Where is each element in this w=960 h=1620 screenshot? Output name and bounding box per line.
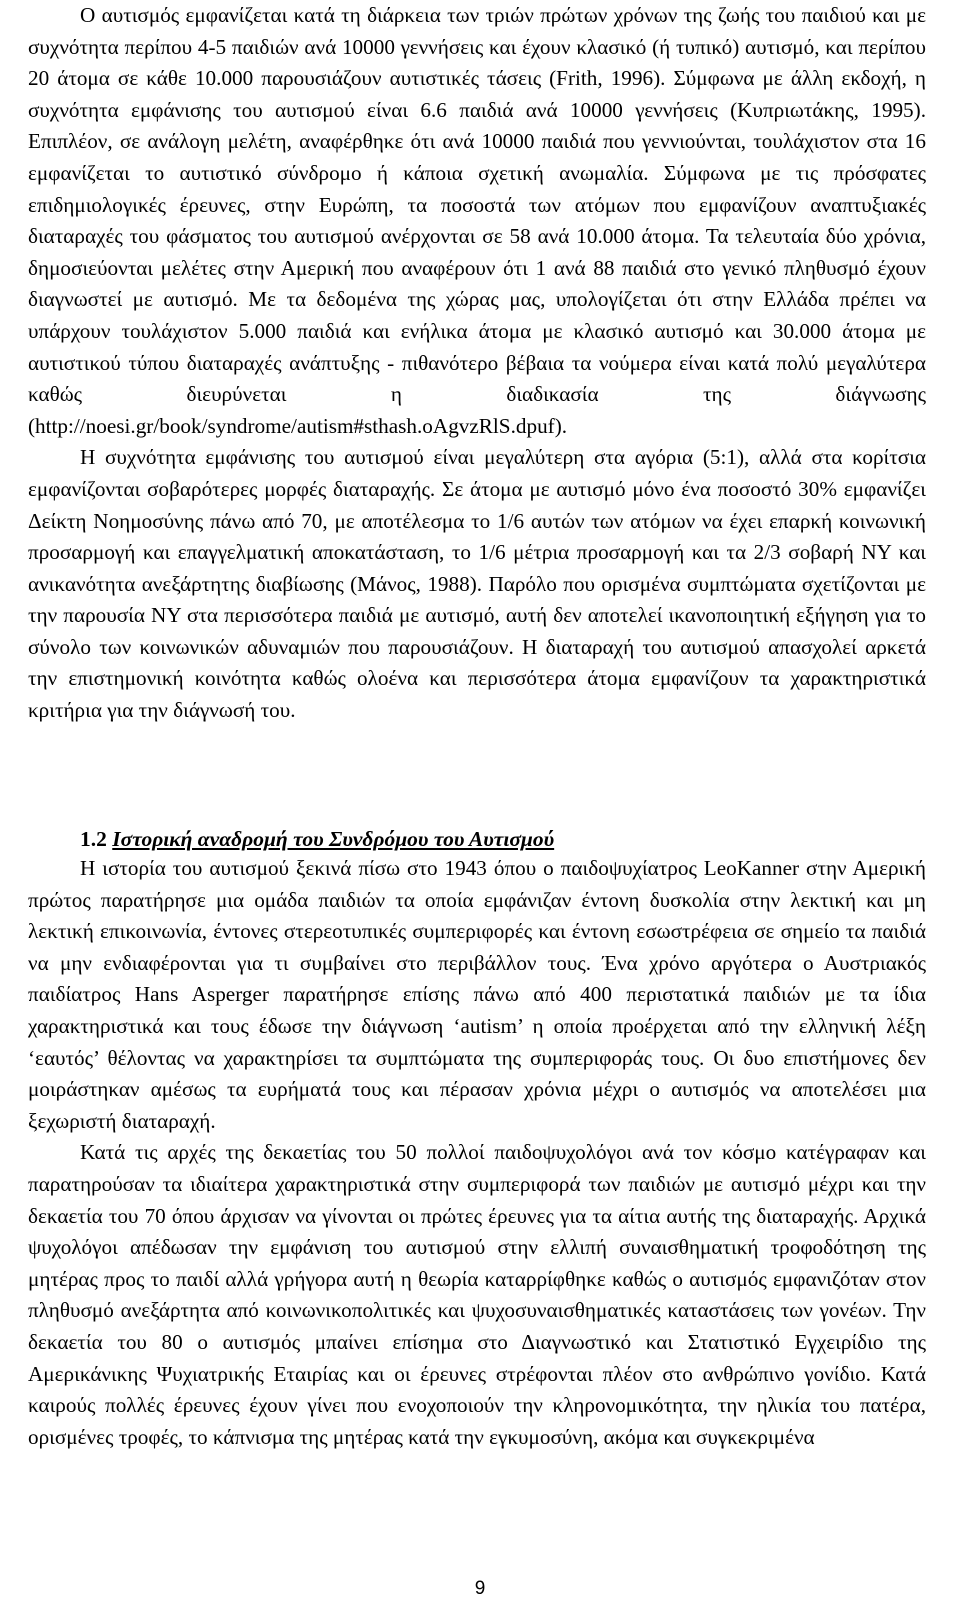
paragraph-research: Κατά τις αρχές της δεκαετίας του 50 πολλοί παιδοψυχολόγοι ανά τον κόσμο κατέγραφαν και παρατηρούσαν τα ιδιαίτερα χαρακτηριστικά στην συμπεριφορά των παιδιών με αυτισμό μέχρι και την δεκαετία του 70 όπου άρχισαν να γίνονται οι πρώτες έρευνες για τα αίτια αυτής της διαταραχής. Αρχικά ψυχολόγοι απέδωσαν την εμφάνιση του αυτισμού στην ελλιπή συναισθηματική τροφοδότηση της μητέρας προς το παιδί αλλά γρήγορα αυτή η θεωρία καταρρίφθηκε καθώς ο αυτισμός εμφανιζόταν στον πληθυσμό ανεξάρτητα από κοινωνικοπολιτικές και ψυχοσυναισθηματικές καταστάσεις των γονέων. Την δεκαετία του 80 ο αυτισμός μπαίνει επίσημα στο Διαγνωστικό και Στατιστικό Εγχειρίδιο της Αμερικάνικης Ψυχιατρικής Εταιρίας και οι έρευνες στρέφονται πλέον στο ανθρώπινο γονίδιο. Κατά καιρούς πολλές έρευνες έχουν γίνει που ενοχοποιούν την κληρονομικότητα, την ηλικία του πατέρα, ορισμένες τροφές, το κάπνισμα της μητέρας κατά την εγκυμοσύνη, ακόμα και συγκεκριμένα xyxy=(28,1140,926,1449)
paragraph-history: Η ιστορία του αυτισμού ξεκινά πίσω στο 1943 όπου ο παιδοψυχίατρος LeoKanner στην Αμερική πρώτος παρατήρησε μια ομάδα παιδιών τα οποία εμφάνιζαν έντονη δυσκολία στην λεκτική και μη λεκτική επικοινωνία, έντονες στερεοτυπικές συμπεριφορές και έντονη εσωστρέφεια σε σημείο τα παιδιά να μην ενδιαφέρονται για τι συμβαίνει στο περιβάλλον τους. Ένα χρόνο αργότερα ο Αυστριακός παιδίατρος Hans Asperger παρατήρησε επίσης πάνω από 400 περιστατικά παιδιών με τα ίδια χαρακτηριστικά και τους έδωσε την διάγνωση ‘autism’ η οποία προέρχεται από την ελληνική λέξη ‘εαυτός’ θέλοντας να χαρακτηρίσει τα συμπτώματα της συμπεριφοράς τους. Οι δυο επιστήμονες δεν μοιράστηκαν αμέσως τα ευρήματά τους και πέρασαν χρόνια μέχρι ο αυτισμός να αποτελέσει μια ξεχωριστή διαταραχή. xyxy=(28,856,926,1133)
section-number: 1.2 xyxy=(80,827,107,851)
text-block-bottom xyxy=(28,853,926,1453)
paragraph-gender-ratio: Η συχνότητα εμφάνισης του αυτισμού είναι μεγαλύτερη στα αγόρια (5:1), αλλά στα κορίτσια εμφανίζονται σοβαρότερες μορφές διαταραχής. Σε άτομα με αυτισμό μόνο ένα ποσοστό 30% εμφανίζει Δείκτη Νοημοσύνης πάνω από 70, με αποτέλεσμα το 1/6 αυτών των ατόμων να έχει επαρκή κοινωνική προσαρμογή και επαγγελματική αποκατάσταση, το 1/6 μέτρια προσαρμογή και τα 2/3 σοβαρή ΝΥ και ανικανότητα ανεξάρτητης διαβίωσης (Μάνος, 1988). Παρόλο που ορισμένα συμπτώματα σχετίζονται με την παρουσία ΝΥ στα περισσότερα παιδιά με αυτισμό, αυτή δεν αποτελεί ικανοποιητική εξήγηση για το σύνολο των κοινωνικών αδυναμιών που παρουσιάζουν. Η διαταραχή του αυτισμού απασχολεί αρκετά την επιστημονική κοινότητα καθώς ολοένα και περισσότερα άτομα εμφανίζουν τα χαρακτηριστικά κριτήρια για την διάγνωσή του. xyxy=(28,445,926,723)
text-block-top xyxy=(28,0,926,727)
section-heading xyxy=(80,824,554,856)
section-title: Ιστορική αναδρομή του Συνδρόμου του Αυτισμού xyxy=(112,827,555,851)
paragraph-prevalence: Ο αυτισμός εμφανίζεται κατά τη διάρκεια των τριών πρώτων χρόνων της ζωής του παιδιού και με συχνότητα περίπου 4-5 παιδιών ανά 10000 γεννήσεις και έχουν κλασικό (ή τυπικό) αυτισμό, και περίπου 20 άτομα σε κάθε 10.000 παρουσιάζουν αυτιστικές τάσεις (Frith, 1996). Σύμφωνα με άλλη εκδοχή, η συχνότητα εμφάνισης του αυτισμού είναι 6.6 παιδιά ανά 10000 γεννήσεις (Κυπριωτάκης, 1995). Επιπλέον, σε ανάλογη μελέτη, αναφέρθηκε ότι ανά 10000 παιδιά που γεννιούνται, τουλάχιστον στα 16 εμφανίζεται το αυτιστικό σύνδρομο ή κάποια σχετική ανωμαλία. Σύμφωνα με τις πρόσφατες επιδημιολογικές έρευνες, στην Ευρώπη, τα ποσοστά των ατόμων που εμφανίζουν αναπτυξιακές διαταραχές του φάσματος του αυτισμού ανέρχονται σε 58 ανά 10.000 άτομα. Τα τελευταία δύο χρόνια, δημοσιεύονται μελέτες στην Αμερική που αναφέρουν ότι 1 ανά 88 παιδιά στο γενικό πληθυσμό έχουν διαγνωστεί με αυτισμό. Με τα δεδομένα της χώρας μας, υπολογίζεται ότι στην Ελλάδα πρέπει να υπάρχουν τουλάχιστον 5.000 παιδιά και ενήλικα άτομα με κλασικό αυτισμό και 30.000 άτομα με αυτιστικού τύπου διαταραχές ανάπτυξης - πιθανότερο βέβαια τα νούμερα είναι κατά πολύ μεγαλύτερα καθώς διευρύνεται η διαδικασία της διάγνωσης (http://noesi.gr/book/syndrome/autism#sthash.oAgvzRlS.dpuf). xyxy=(28,3,926,438)
page-number: 9 xyxy=(474,1578,486,1599)
